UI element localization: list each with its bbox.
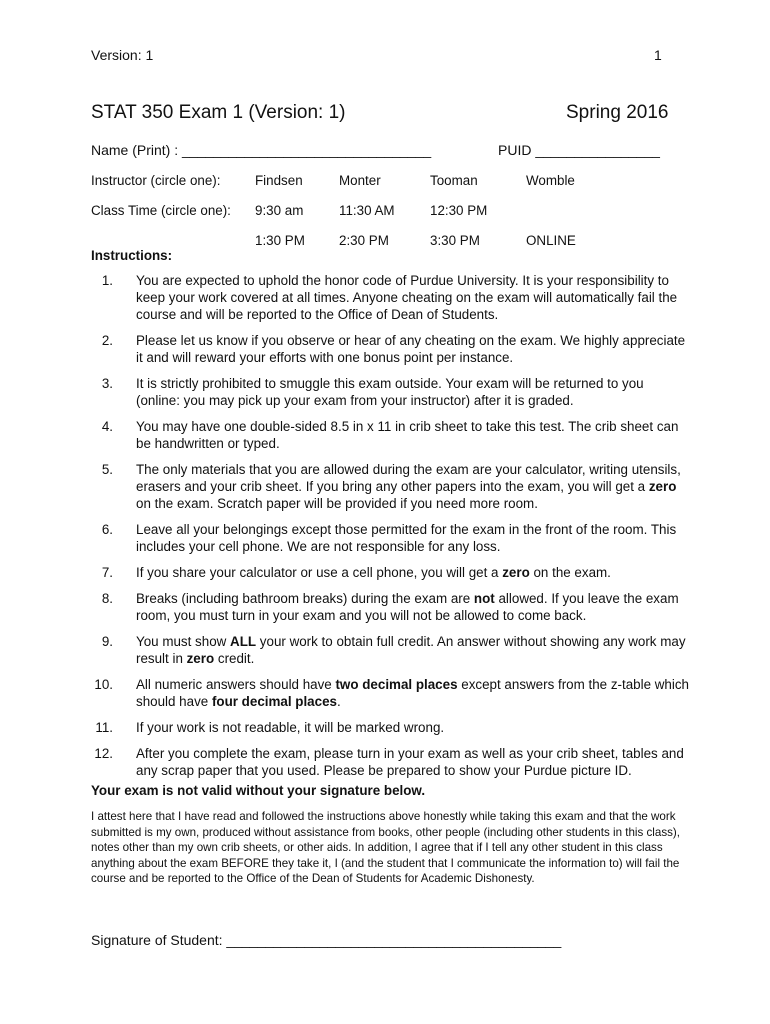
class-time-label: Class Time (circle one): <box>91 203 231 218</box>
instructor-option[interactable]: Findsen <box>255 173 303 188</box>
instruction-emphasis: four decimal places <box>211 694 337 709</box>
instruction-text: If your work is not readable, it will be marked wrong. <box>136 720 445 735</box>
class-time-option[interactable]: 1:30 PM <box>255 233 305 248</box>
name-field[interactable]: Name (Print) : ________________________________ <box>91 142 432 158</box>
instruction-number: 3. <box>101 376 113 391</box>
instruction-item <box>91 590 691 624</box>
instruction-number: 4. <box>101 419 113 434</box>
instruction-text: It is strictly prohibited to smuggle this exam outside. Your exam will be returned to you (online: you may pick up your exam from your instructor) after it is graded. <box>136 376 644 408</box>
instruction-emphasis: not <box>473 591 495 606</box>
instruction-number: 2. <box>101 333 113 348</box>
instruction-number: 7. <box>101 565 113 580</box>
instruction-item <box>91 375 691 409</box>
instruction-text: Please let us know if you observe or hear of any cheating on the exam. We highly appreciate it and will reward your efforts with one bonus point per instance. <box>136 333 686 365</box>
instruction-item <box>91 461 691 512</box>
instruction-item <box>91 719 691 736</box>
instruction-text: Leave all your belongings except those permitted for the exam in the front of the room. This includes your cell phone. We are not responsible for any loss. <box>136 522 677 554</box>
signature-line[interactable]: Signature of Student: ___________________________________________ <box>91 932 562 948</box>
instruction-number: 8. <box>101 591 113 606</box>
instruction-emphasis: zero <box>648 479 677 494</box>
instruction-text: After you complete the exam, please turn in your exam as well as your crib sheet, tables and any scrap paper that you used. Please be prepared to show your Purdue picture ID. <box>136 746 684 778</box>
instruction-emphasis: ALL <box>230 634 257 649</box>
instruction-number: 6. <box>101 522 113 537</box>
instructions-list <box>91 272 691 788</box>
attestation-paragraph: I attest here that I have read and followed the instructions above honestly while taking this exam and that the work submitted is my own, produced without assistance from books, other people (including other students in this class), notes other than my own crib sheets, or other aids. In addition, I agree that if I tell any other student in this class anything about the exam BEFORE they take it, I (and the student that I communicate the information to) will fail the course and be reported to the Office of the Dean of Students for Academic Dishonesty. <box>91 810 680 885</box>
instruction-number: 5. <box>101 462 113 477</box>
instruction-item <box>91 633 691 667</box>
exam-term: Spring 2016 <box>566 102 669 123</box>
validity-notice: Your exam is not valid without your signature below. <box>91 783 426 798</box>
instruction-item <box>91 332 691 366</box>
class-time-option[interactable]: ONLINE <box>526 233 576 248</box>
exam-title: STAT 350 Exam 1 (Version: 1) <box>91 102 346 123</box>
instruction-number: 10. <box>94 677 113 692</box>
instructor-option[interactable]: Monter <box>339 173 381 188</box>
class-time-option[interactable]: 2:30 PM <box>339 233 389 248</box>
instruction-item <box>91 676 691 710</box>
instruction-item <box>91 272 691 323</box>
instruction-emphasis: two decimal places <box>335 677 458 692</box>
instruction-emphasis: zero <box>186 651 215 666</box>
instruction-text: You must show ALL your work to obtain full credit. An answer without showing any work may result in zero credit. <box>136 634 686 666</box>
instruction-item <box>91 521 691 555</box>
instruction-emphasis: zero <box>502 565 530 580</box>
instructor-label: Instructor (circle one): <box>91 173 221 188</box>
class-time-option[interactable]: 12:30 PM <box>430 203 488 218</box>
page-number: 1 <box>654 47 662 63</box>
instruction-item <box>91 564 691 581</box>
puid-field[interactable]: PUID ________________ <box>498 142 660 158</box>
class-time-option[interactable]: 3:30 PM <box>430 233 480 248</box>
instructions-heading: Instructions: <box>91 248 173 263</box>
instruction-text: All numeric answers should have two decimal places except answers from the z-table which should have four decimal places. <box>136 677 689 709</box>
instruction-text: The only materials that you are allowed during the exam are your calculator, writing utensils, erasers and your crib sheet. If you bring any other papers into the exam, you will get a zero on the exam. Scratch paper will be provided if you need more room. <box>136 462 681 511</box>
version-header: Version: 1 <box>91 47 154 63</box>
instructor-option[interactable]: Tooman <box>430 173 478 188</box>
instruction-number: 11. <box>95 720 113 735</box>
instruction-text: If you share your calculator or use a cell phone, you will get a zero on the exam. <box>136 565 611 580</box>
instruction-item <box>91 745 691 779</box>
class-time-option[interactable]: 11:30 AM <box>339 203 395 218</box>
instruction-text: You are expected to uphold the honor code of Purdue University. It is your responsibility to keep your work covered at all times. Anyone cheating on the exam will automatically fail the course and will be reported to the Office of Dean of Students. <box>136 273 678 322</box>
instruction-text: Breaks (including bathroom breaks) during the exam are not allowed. If you leave the exam room, you must turn in your exam and you will not be allowed to come back. <box>136 591 679 623</box>
instruction-number: 9. <box>101 634 113 649</box>
instructor-option[interactable]: Womble <box>526 173 575 188</box>
instruction-number: 12. <box>94 746 113 761</box>
instruction-number: 1. <box>101 273 113 288</box>
class-time-option[interactable]: 9:30 am <box>255 203 304 218</box>
instruction-text: You may have one double-sided 8.5 in x 11 in crib sheet to take this test. The crib sheet can be handwritten or typed. <box>136 419 679 451</box>
instruction-item <box>91 418 691 452</box>
